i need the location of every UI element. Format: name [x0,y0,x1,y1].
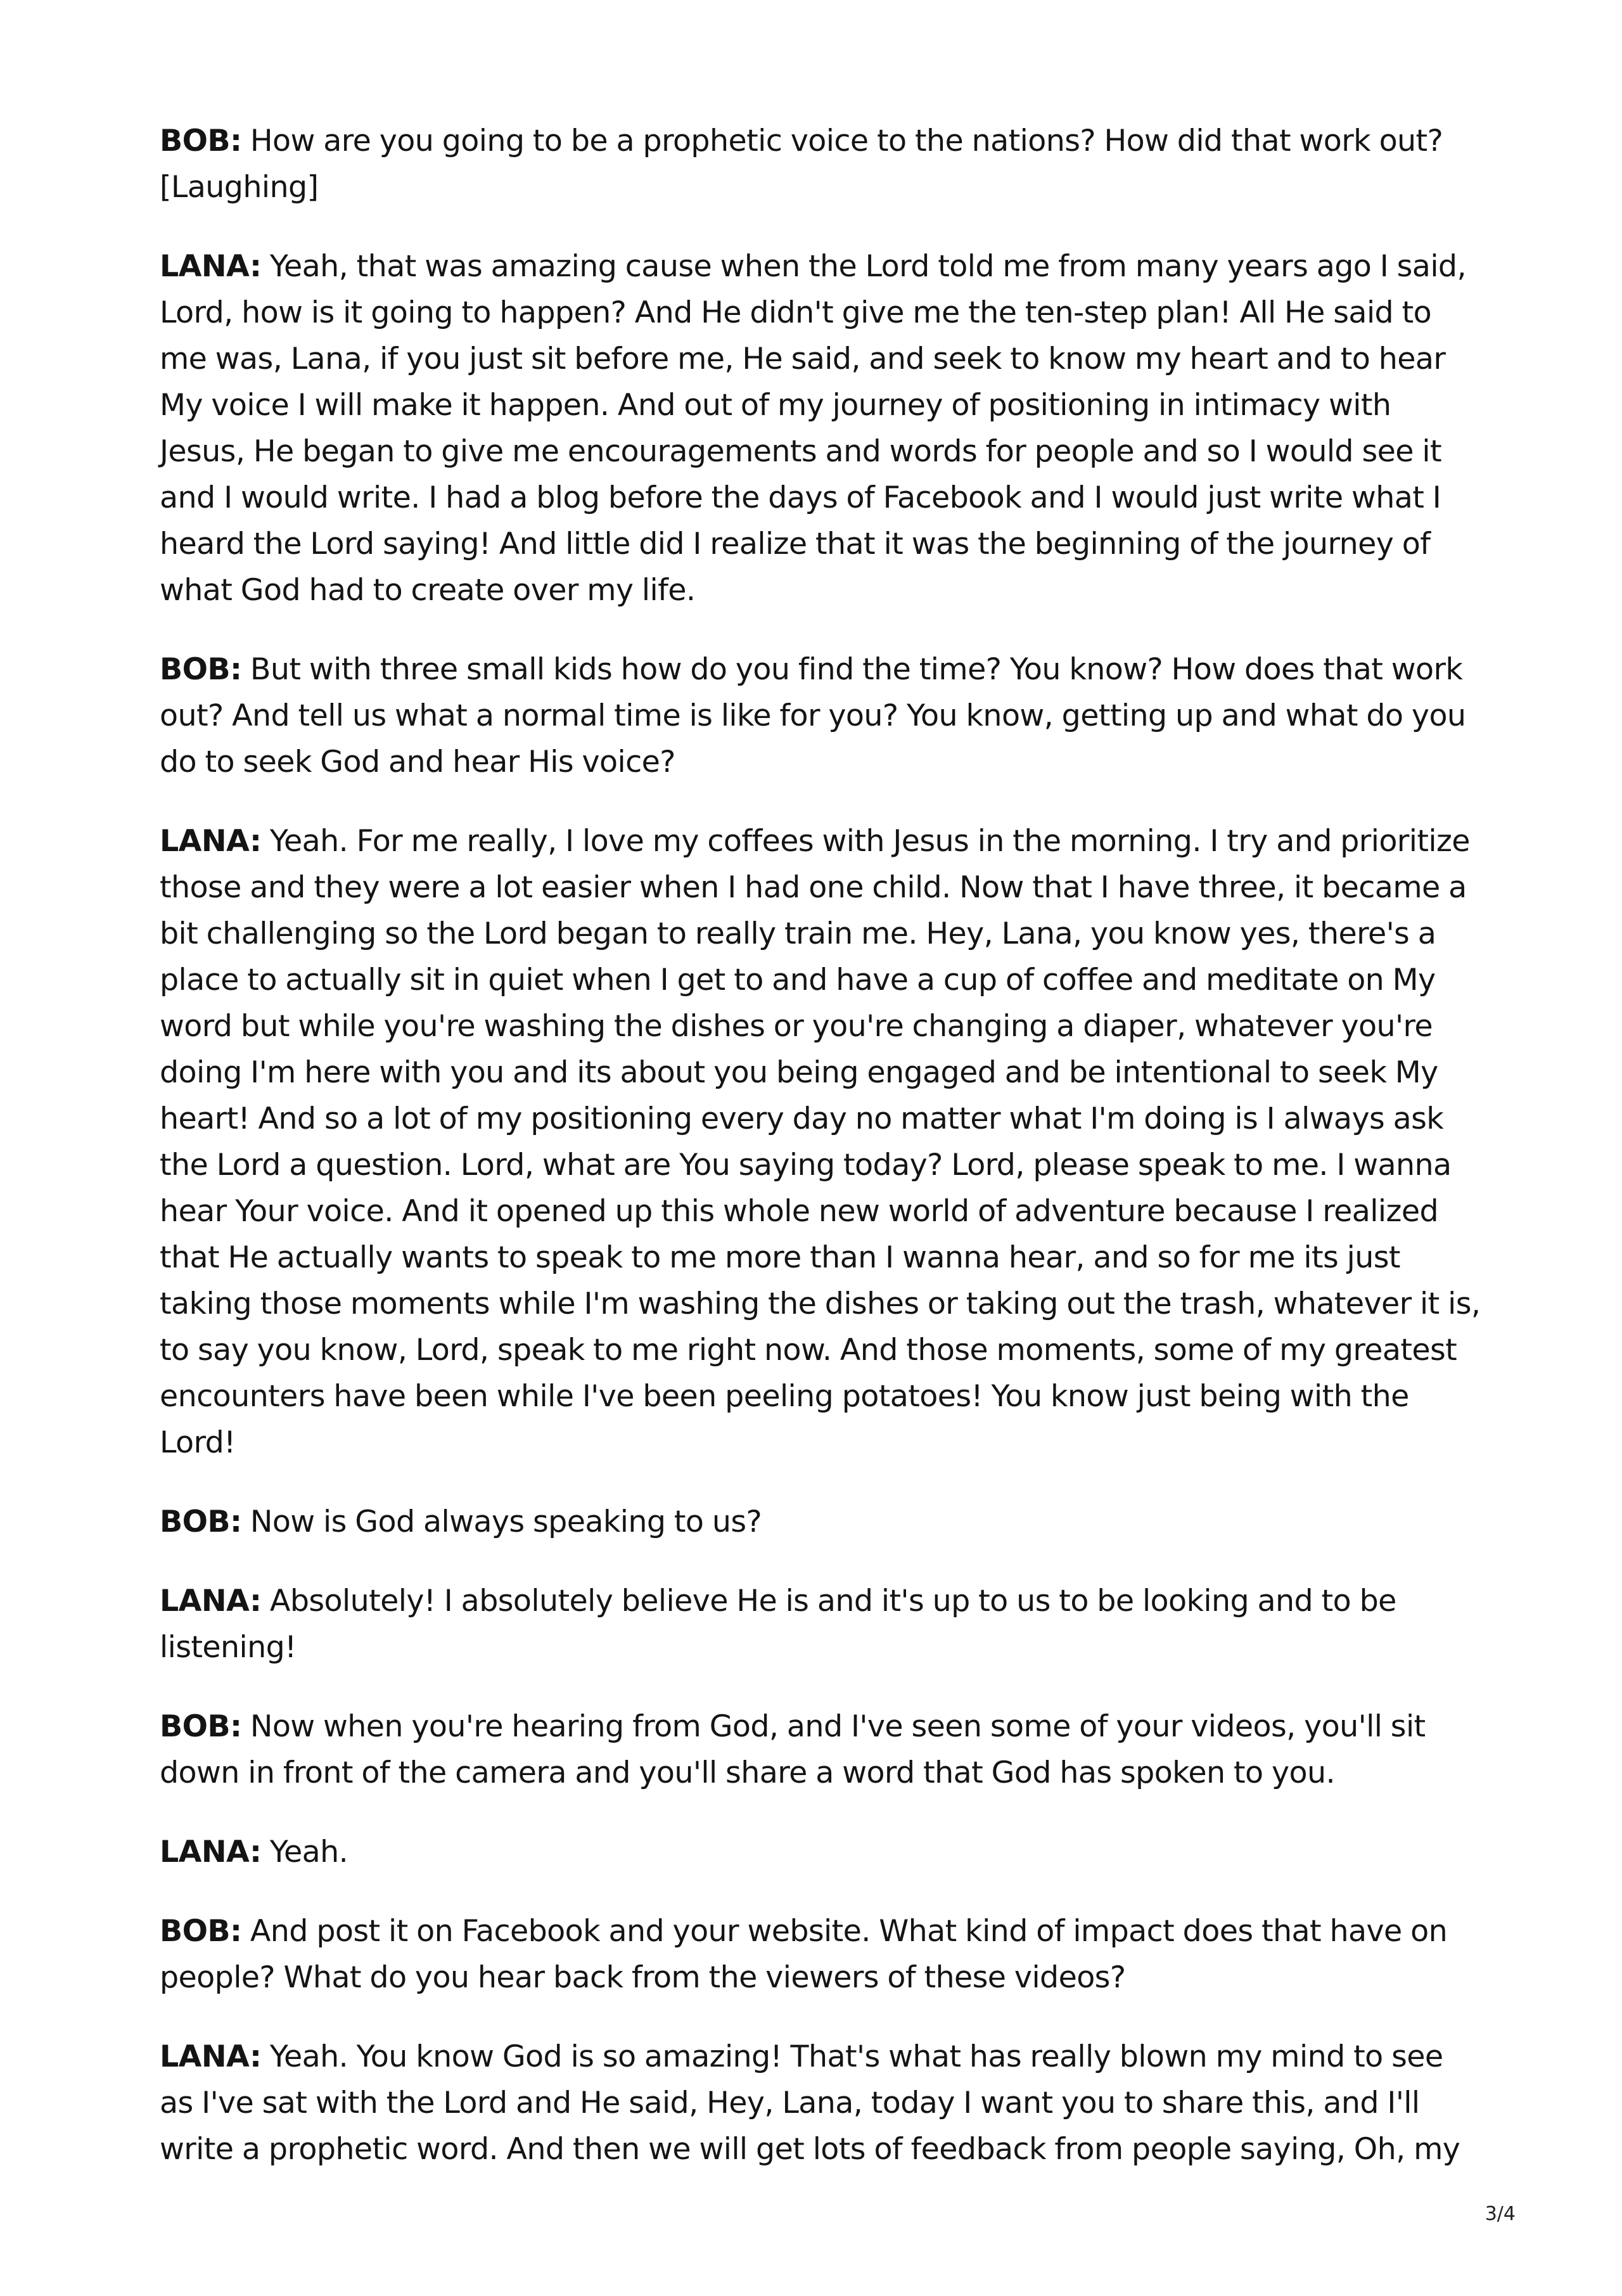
transcript-paragraph [160,118,1484,210]
paragraph-text: Now is God always speaking to us? [241,1504,762,1539]
transcript-paragraph [160,2034,1484,2172]
speaker-label: LANA: [160,249,262,284]
transcript-paragraph [160,1829,1484,1875]
transcript-paragraph [160,1578,1484,1671]
speaker-label: BOB: [160,1504,242,1539]
transcript-paragraph [160,1908,1484,2001]
paragraph-text: And post it on Facebook and your website. What kind of impact does that have on people? What do you hear back from the viewers of these videos? [160,1914,1448,1995]
paragraph-text: Yeah. For me really, I love my coffees with Jesus in the morning. I try and prioritize those and they were a lot easier when I had one child. Now that I have three, it became a bit challenging so the Lord began to really train me. Hey, Lana, you know yes, there's a place to actually sit in quiet when I get to and have a cup of coffee and meditate on My word but while you're washing the dishes or you're changing a diaper, whatever you're doing I'm here with you and its about you being engaged and be intentional to seek My heart! And so a lot of my positioning every day no matter what I'm doing is I always ask the Lord a question. Lord, what are You saying today? Lord, please speak to me. I wanna hear Your voice. And it opened up this whole new world of adventure because I realized that He actually wants to speak to me more than I wanna hear, and so for me its just taking those moments while I'm washing the dishes or taking out the trash, whatever it is, to say you know, Lord, speak to me right now. And those moments, some of my greatest encounters have been while I've been peeling potatoes! You know just being with the Lord! [160,824,1481,1460]
transcript-paragraph [160,818,1484,1466]
speaker-label: LANA: [160,1584,262,1619]
paragraph-text: Yeah. [261,1835,348,1870]
speaker-label: BOB: [160,1709,242,1744]
transcript-paragraph [160,1703,1484,1796]
speaker-label: BOB: [160,1914,242,1949]
document-body [160,118,1484,2205]
page-number: 3/4 [1485,2203,1516,2225]
paragraph-text: Yeah, that was amazing cause when the Lord told me from many years ago I said, Lord, how is it going to happen? And He didn't give me the ten-step plan! All He said to me was, Lana, if you just sit before me, He said, and seek to know my heart and to hear My voice I will make it happen. And out of my journey of positioning in intimacy with Jesus, He began to give me encouragements and words for people and so I would see it and I would write. I had a blog before the days of Facebook and I would just write what I heard the Lord saying! And little did I realize that it was the beginning of the journey of what God had to create over my life. [160,249,1466,608]
paragraph-text: Now when you're hearing from God, and I've seen some of your videos, you'll sit down in front of the camera and you'll share a word that God has spoken to you. [160,1709,1426,1790]
speaker-label: LANA: [160,2039,262,2074]
paragraph-text: Absolutely! I absolutely believe He is and it's up to us to be looking and to be listening! [160,1584,1396,1665]
transcript-paragraph [160,1499,1484,1545]
paragraph-text: Yeah. You know God is so amazing! That's what has really blown my mind to see as I've sat with the Lord and He said, Hey, Lana, today I want you to share this, and I'll write a prophetic word. And then we will get lots of feedback from people saying, Oh, my [160,2039,1460,2167]
speaker-label: BOB: [160,652,242,687]
transcript-paragraph [160,243,1484,613]
speaker-label: BOB: [160,124,242,158]
paragraph-text: How are you going to be a prophetic voice to the nations? How did that work out? [Laughing] [160,124,1443,205]
transcript-paragraph [160,646,1484,785]
speaker-label: LANA: [160,824,262,859]
speaker-label: LANA: [160,1835,262,1870]
paragraph-text: But with three small kids how do you find the time? You know? How does that work out? And tell us what a normal time is like for you? You know, getting up and what do you do to seek God and hear His voice? [160,652,1466,779]
